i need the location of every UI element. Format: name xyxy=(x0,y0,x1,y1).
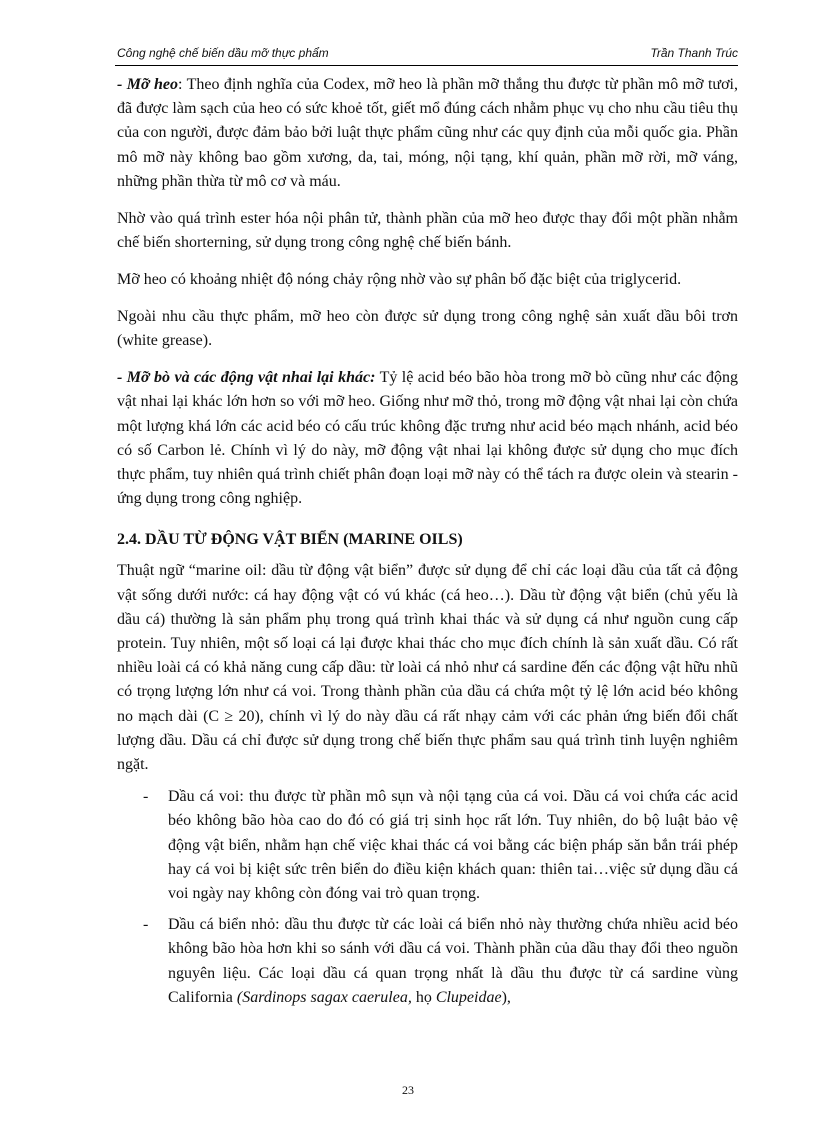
list-item-text: họ xyxy=(411,988,436,1006)
header-rule xyxy=(115,65,738,66)
list-dash: - xyxy=(143,916,149,934)
paragraph-lard-definition xyxy=(117,73,738,194)
list-item-text: Dầu cá voi: thu được từ phần mô sụn và nội tạng của cá voi. Dầu cá voi chứa các acid béo không bão hòa cao do đó có giá trị sinh học rất lớn. Tuy nhiên, do bộ luật bảo vệ động vật biển, nhằm hạn chế việc khai thác cá voi bằng các biện pháp săn bắn trái phép hay cá voi bị kiệt sức trên biển do điều kiện khách quan: thiên tai…việc sử dụng dầu cá voi ngày nay không còn đóng vai trò quan trọng. xyxy=(168,788,738,903)
page-body xyxy=(117,73,738,1017)
paragraph-esterification: Nhờ vào quá trình ester hóa nội phân tử, thành phần của mỡ heo được thay đổi một phần nhằm chế biến shorterning, sử dụng trong công nghệ chế biến bánh. xyxy=(117,209,738,252)
species-name: (Sardinops sagax caerulea, xyxy=(236,988,412,1006)
list-item-text: Dầu cá biển nhỏ: dầu thu được từ các loài cá biển nhỏ này thường chứa nhiều acid béo không bão hòa hơn khi so sánh với dầu cá voi. Thành phần của dầu thay đổi theo nguồn nguyên liệu. Các loại dầu cá quan trọng nhất là dầu thu được từ cá sardine vùng California xyxy=(168,916,738,1006)
page-number: 23 xyxy=(402,1083,414,1097)
paragraph-text: : Theo định nghĩa của Codex, mỡ heo là phần mỡ thắng thu được từ phần mô mỡ tươi, đã được làm sạch của heo có sức khoẻ tốt, giết mổ đúng cách nhằm phục vụ cho nhu cầu tiêu thụ của con người, được đảm bảo bởi luật thực phẩm cũng như các quy định của mỗi quốc gia. Phần mô mỡ này không bao gồm xương, da, tai, móng, nội tạng, khí quản, phần mỡ rời, mỡ váng, những phần thừa từ mô cơ và máu. xyxy=(117,76,739,190)
marine-oil-list xyxy=(117,785,738,1010)
term-lard: - Mỡ heo xyxy=(117,76,178,93)
paragraph-marine-oil-intro: Thuật ngữ “marine oil: dầu từ động vật biển” được sử dụng để chỉ các loại dầu của tất cả động vật sống dưới nước: cá hay động vật có vú khác (cá heo…). Dầu từ động vật biển (chủ yếu là dầu cá) thường là sản phẩm phụ trong quá trình khai thác và sử dụng cá như nguồn cung cấp protein. Tuy nhiên, một số loại cá lại được khai thác cho mục đích chính là sản xuất dầu. Có rất nhiều loài cá có khả năng cung cấp dầu: từ loài cá nhỏ như cá sardine đến các động vật hữu nhũ có trọng lượng lớn như cá voi. Trong thành phần của dầu cá chứa một tỷ lệ lớn acid béo không no mạch dài (C ≥ 20), chính vì lý do này dầu cá rất nhạy cảm với các phản ứng biến đổi chất lượng dầu. Dầu cá chỉ được sử dụng trong chế biến thực phẩm sau quá trình tinh luyện nghiêm ngặt. xyxy=(117,562,738,774)
paragraph-melting-range: Mỡ heo có khoảng nhiệt độ nóng chảy rộng nhờ vào sự phân bố đặc biệt của triglycerid. xyxy=(117,271,682,289)
term-beef-tallow: - Mỡ bò và các động vật nhai lại khác: xyxy=(117,369,376,387)
list-item-small-fish-oil xyxy=(117,913,738,1010)
section-heading: 2.4. DẦU TỪ ĐỘNG VẬT BIỂN (MARINE OILS) xyxy=(117,531,463,549)
family-name: Clupeidae xyxy=(435,988,502,1006)
paragraph-beef-tallow xyxy=(117,366,738,511)
list-item-text: ), xyxy=(501,988,511,1006)
header-book-title: Công nghệ chế biến dầu mỡ thực phẩm xyxy=(117,46,329,60)
paragraph-text: Tỷ lệ acid béo bão hòa trong mỡ bò cũng như các động vật nhai lại khác lớn hơn so với mỡ heo. Giống như mỡ thỏ, trong mỡ động vật nhai lại còn chứa một lượng khá lớn các acid béo có cấu trúc không đặc trưng như acid béo mạch nhánh, acid béo có số Carbon lẻ. Chính vì lý do này, mỡ động vật nhai lại không được sử dụng cho mục đích thực phẩm, tuy nhiên quá trình chiết phân đoạn loại mỡ này có thể tách ra được olein và stearin - ứng dụng trong công nghiệp. xyxy=(117,369,738,508)
list-dash: - xyxy=(143,788,149,806)
header-author: Trần Thanh Trúc xyxy=(650,46,738,60)
paragraph-lubricant: Ngoài nhu cầu thực phẩm, mỡ heo còn được sử dụng trong công nghệ sản xuất dầu bôi trơn (white grease). xyxy=(117,308,738,350)
list-item-whale-oil xyxy=(117,785,738,906)
